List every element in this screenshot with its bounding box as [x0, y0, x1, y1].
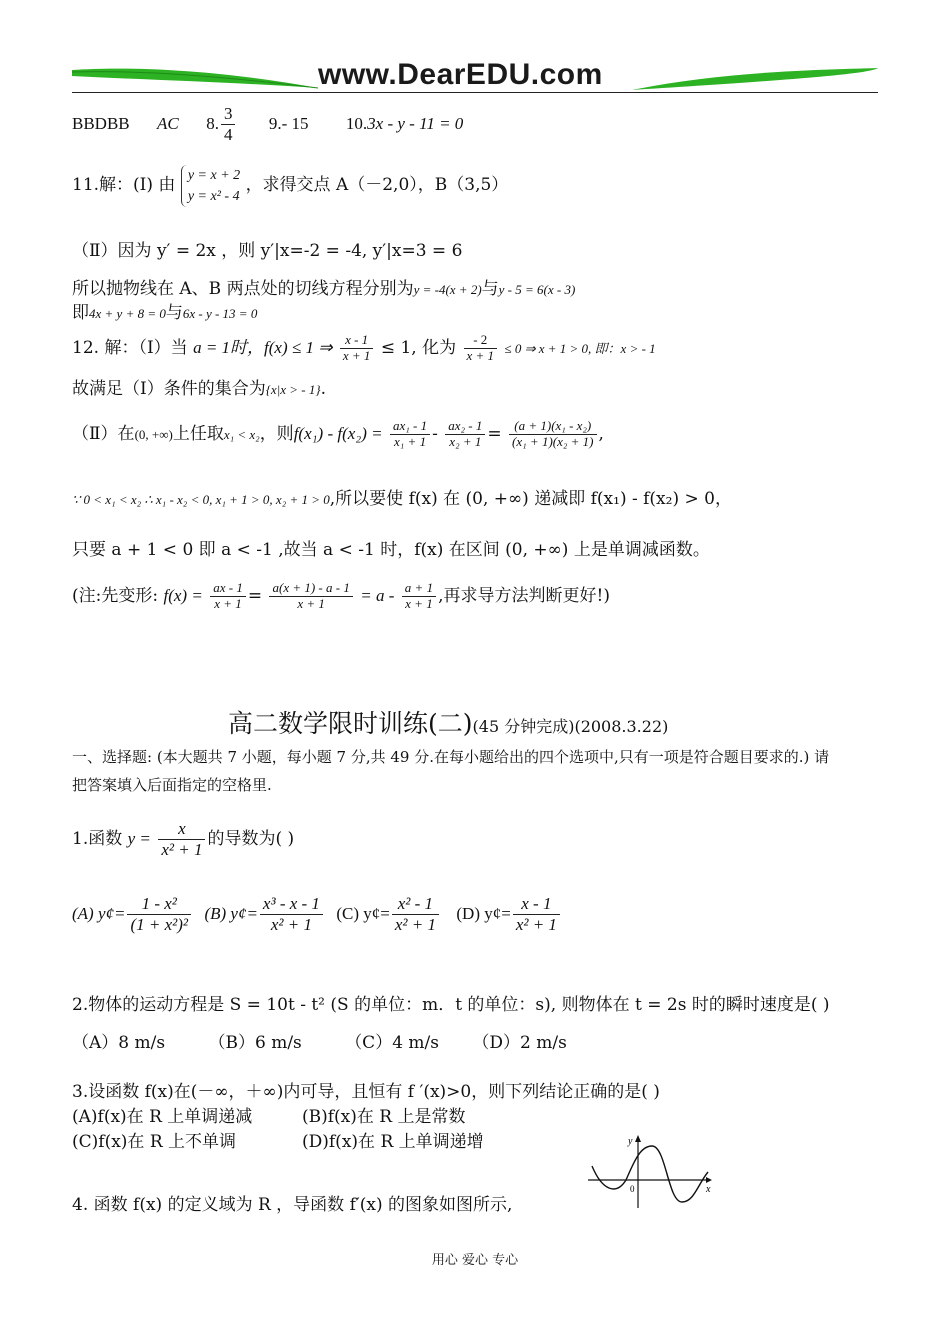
q3-opt-b: (B)f(x)在 R 上是常数: [302, 1107, 466, 1127]
q12-part1-mid: ≤ 1, 化为: [380, 338, 457, 358]
q3-opt-d: (D)f(x)在 R 上单调递增: [302, 1132, 484, 1152]
q4-derivative-graph: [586, 1132, 716, 1212]
q11-tangent-line: [72, 274, 575, 299]
q11-part2: （Ⅱ）因为 y′ = 2x ，则 y′|x=-2 = -4, y′|x=3 = 6: [72, 241, 463, 261]
q12-set-line: 故满足（Ⅰ）条件的集合为{x|x > - 1}.: [72, 379, 326, 399]
page-footer: 用心 爱心 专心: [431, 1253, 519, 1268]
q12-diff: f(x₁) - f(x₂) =: [293, 424, 383, 443]
q12-g1-num: ax₁ - 1: [390, 419, 430, 435]
q11-result: ，求得交点 A（－2,0），B（3,5）: [245, 175, 509, 195]
q12-note-start: (注:先变形:: [72, 586, 159, 606]
q3-opt-c: (C)f(x)在 R 上不单调: [72, 1132, 237, 1152]
graph-origin-label: 0: [630, 1184, 635, 1194]
q12-set-text: 故满足（Ⅰ）条件的集合为: [72, 379, 266, 399]
q1-opt-c-den: x² + 1: [394, 915, 436, 934]
q11-eq1: y = x + 2: [187, 167, 241, 183]
q12-part1: [72, 326, 656, 371]
q1-start: 1.函数: [72, 829, 123, 849]
q1-opt-a: [127, 894, 191, 934]
graph-y-label: y: [628, 1136, 633, 1147]
q12-n3-pre: = a -: [360, 586, 395, 605]
graph-x-label: x: [706, 1184, 711, 1195]
section-title-sub: (45 分钟完成)(2008.3.22): [472, 717, 669, 736]
q12-n2-num: a(x + 1) - a - 1: [269, 581, 352, 597]
q2-options: [72, 1028, 567, 1053]
q12-need-line: 只要 a + 1 < 0 即 a < -1 ,故当 a < -1 时，f(x) 在区间 (0, +∞) 上是单调减函数。: [72, 540, 710, 560]
q11-ie-line: [72, 298, 257, 323]
q12-frac2-den: x + 1: [466, 348, 495, 363]
q12-interval: (0, +∞): [134, 427, 173, 442]
q4-stem: 4. 函数 f(x) 的定义域为 R ，导函数 f′(x) 的图象如图所示,: [72, 1195, 513, 1215]
q11-system: [181, 165, 240, 207]
q1-opt-d-num: x - 1: [513, 894, 560, 915]
q10-answer: 3x - y - 11 = 0: [367, 114, 464, 133]
q9-answer: 9.- 15: [268, 114, 309, 133]
section-title: [228, 704, 668, 740]
q12-g3: [509, 419, 596, 450]
q12-part1-start: 12. 解：（Ⅰ）当: [72, 338, 188, 358]
q8-label: 8.: [206, 114, 219, 133]
q1-opt-a-num: 1 - x²: [127, 894, 191, 915]
q1-fraction: [158, 819, 205, 859]
q2-opt-a: （A）8 m/s: [72, 1033, 166, 1053]
q11-tangent-mid: 与: [481, 279, 499, 299]
q3-opt-a: (A)f(x)在 R 上单调递减: [72, 1107, 253, 1127]
q1-opt-a-den: (1 + x²)²: [130, 915, 189, 934]
q12-g2: [445, 419, 485, 450]
graph-x-arrow: [706, 1177, 712, 1183]
q12-because-line: [72, 484, 732, 509]
q12-x-order: x₁ < x₂: [223, 427, 260, 442]
q12-n2-den: x + 1: [297, 596, 325, 611]
q8-num: 3: [221, 104, 236, 125]
q1-den: x² + 1: [161, 840, 203, 859]
q1-stem: [72, 816, 294, 862]
q12-frac2: [464, 333, 498, 364]
q12-g2-num: ax₂ - 1: [445, 419, 485, 435]
q11-label: 11.解：(Ⅰ) 由: [72, 175, 176, 195]
q1-y-eq: y =: [127, 829, 151, 848]
q1-opt-d-den: x² + 1: [515, 915, 557, 934]
header-swoosh-right: [630, 64, 880, 92]
q11-tangent-eq1: y = -4(x + 2): [413, 282, 482, 297]
q10-label: 10.: [345, 114, 368, 133]
q11-part1: [72, 160, 508, 210]
q12-frac1: [340, 333, 374, 364]
q1-opt-b: [260, 894, 323, 934]
q12-n3: [402, 581, 436, 612]
q1-num: x: [158, 819, 205, 840]
section-title-main: 高二数学限时训练(二): [228, 709, 473, 738]
q1-opt-c-num: x² - 1: [392, 894, 439, 915]
answers-line1: [72, 104, 463, 145]
q11-eq2: y = x² - 4: [187, 188, 240, 204]
q12-n1-den: x + 1: [214, 596, 242, 611]
q11-tangent-eq2: y - 5 = 6(x - 3): [498, 282, 576, 297]
q12-n3-num: a + 1: [402, 581, 436, 597]
q12-take: 上任取: [172, 424, 224, 444]
q12-frac1-num: x - 1: [340, 333, 374, 349]
section-intro-1: 一、选择题: (本大题共 7 小题，每小题 7 分,共 49 分.在每小题给出的四个选项中,只有一项是符合题目要求的.) 请: [72, 748, 830, 766]
q8-fraction: [221, 104, 236, 144]
q11-ie-mid: 与: [165, 303, 183, 323]
graph-y-arrow: [635, 1135, 641, 1142]
q12-note-f: f(x) =: [163, 586, 203, 605]
q12-note-end: ,再求导方法判断更好!): [438, 586, 610, 606]
mc-answers: BBDBB: [72, 114, 130, 133]
q12-n3-den: x + 1: [405, 596, 433, 611]
q1-opt-b-num: x³ - x - 1: [260, 894, 323, 915]
q12-part1-end: ≤ 0 ⇒ x + 1 > 0, 即：x > - 1: [504, 341, 656, 356]
q1-end: 的导数为( ): [207, 829, 295, 849]
section-intro-2: 把答案填入后面指定的空格里.: [72, 776, 272, 794]
q12-cond: a = 1时，f(x) ≤ 1 ⇒: [193, 338, 333, 357]
q2-stem: 2.物体的运动方程是 S = 10t - t² (S 的单位：m．t 的单位：s), 则物体在 t = 2s 时的瞬时速度是( ): [72, 995, 830, 1015]
mc-answers-2: AC: [157, 114, 179, 133]
q12-g1: [390, 419, 430, 450]
q12-frac2-num: - 2: [464, 333, 498, 349]
q8-den: 4: [223, 125, 233, 144]
q2-opt-d: （D）2 m/s: [472, 1033, 567, 1053]
graph-curve: [592, 1146, 708, 1202]
q1-opt-d-label: (D) y¢=: [456, 904, 511, 923]
q1-opt-a-label: (A) y¢=: [72, 904, 126, 923]
q1-options: [72, 890, 562, 938]
q12-n2: [269, 581, 352, 612]
q12-part2: （Ⅱ）在(0, +∞)上任取x₁ < x₂，则f(x₁) - f(x₂) = $\frac{\text{ax₁ - 1}}{\text{x₁ + 1}}$ - $\frac{\text{ax₂ - 1}}{\text{x₂ + 1}}$ = $\frac{\text{(a + 1)(x₁ - x₂)}}{\text{(x₁ + 1)(x₂ + 1)}}$ ,: [72, 418, 604, 449]
q12-then: ，则: [259, 424, 294, 444]
site-logo: www.DearEDU.com: [318, 58, 603, 91]
q1-opt-b-label: (B) y¢=: [204, 904, 258, 923]
q12-because-end: ,所以要使 f(x) 在 (0, +∞) 递减即 f(x₁) - f(x₂) > 0，: [329, 489, 732, 509]
q11-tangent-text: 所以抛物线在 A、B 两点处的切线方程分别为: [72, 279, 414, 299]
q12-n1-num: ax - 1: [210, 581, 246, 597]
q12-set-expr: {x|x > - 1}: [265, 382, 321, 397]
q12-n1: [210, 581, 246, 612]
q11-ie-eq2: 6x - y - 13 = 0: [182, 306, 258, 321]
header-swoosh-left: [70, 62, 320, 92]
q11-ie-text: 即: [72, 303, 89, 323]
q2-opt-c: （C）4 m/s: [345, 1033, 439, 1053]
q12-part2-start: （Ⅱ）在: [72, 424, 135, 444]
q1-opt-d: [513, 894, 560, 934]
q1-opt-b-den: x² + 1: [270, 915, 312, 934]
q1-opt-c: [392, 894, 439, 934]
header-rule: [72, 92, 878, 93]
q3-stem: 3.设函数 f(x)在(－∞，＋∞)内可导，且恒有 f ′(x)>0，则下列结论正确的是( ): [72, 1082, 660, 1102]
q12-note-line: (注:先变形: f(x) = $\frac{ax - 1}{x + 1}$ = $\frac{a(x + 1) - a - 1}{x + 1}$ = a - $\frac{a + 1}{x + 1}$ ,再求导方法判断更好!): [72, 580, 610, 611]
q11-ie-eq1: 4x + y + 8 = 0: [89, 306, 166, 321]
q12-g3-num: (a + 1)(x₁ - x₂): [509, 419, 596, 435]
q12-frac1-den: x + 1: [342, 348, 371, 363]
q12-because: ∵ 0 < x₁ < x₂ ∴ x₁ - x₂ < 0, x₁ + 1 > 0, x₂ + 1 > 0: [72, 492, 330, 507]
q12-g3-den: (x₁ + 1)(x₂ + 1): [512, 434, 594, 449]
q12-g1-den: x₁ + 1: [394, 434, 427, 449]
q12-g2-den: x₂ + 1: [449, 434, 482, 449]
q2-opt-b: （B）6 m/s: [208, 1033, 302, 1053]
q1-opt-c-label: (C) y¢=: [336, 904, 390, 923]
